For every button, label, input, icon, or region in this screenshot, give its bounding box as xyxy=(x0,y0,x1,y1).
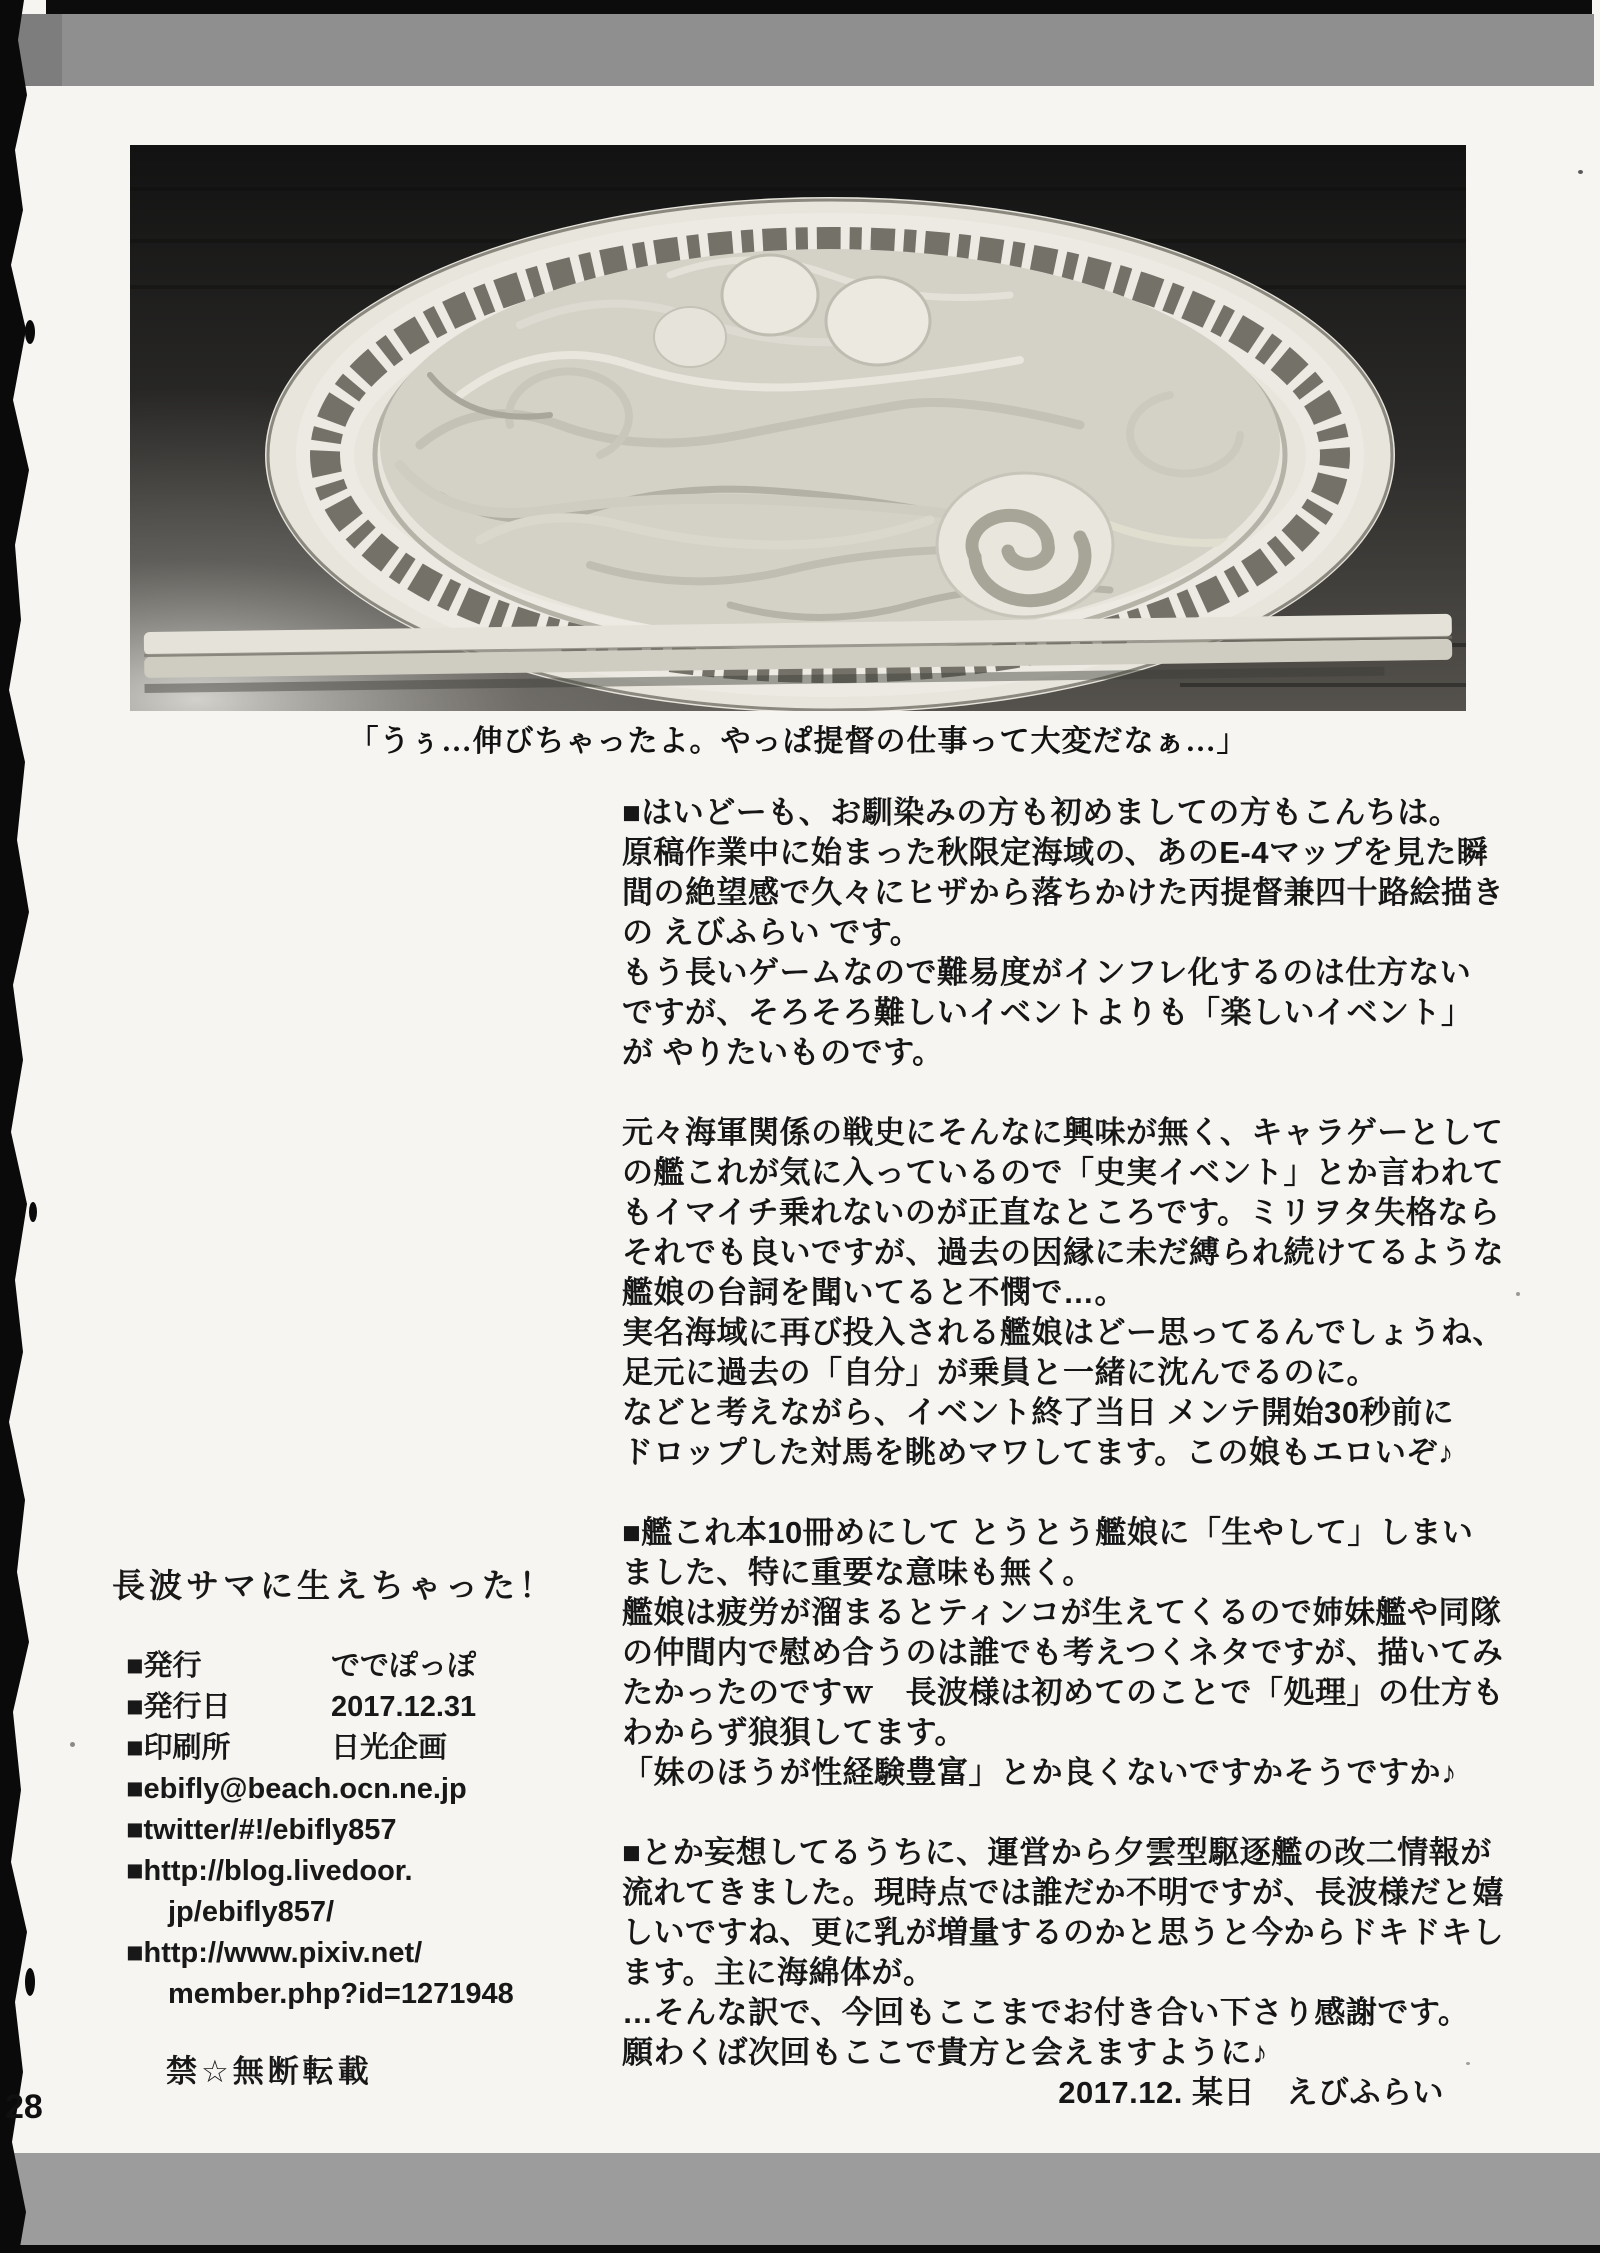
afterword-line: の えびふらい です。 xyxy=(622,915,922,950)
printer-label: ■印刷所 xyxy=(126,1732,231,1764)
publish-date-label: ■発行日 xyxy=(126,1691,231,1723)
afterword-paragraph-3 xyxy=(622,1513,1504,1793)
contact-blog-url-line2: jp/ebifly857/ xyxy=(168,1896,335,1928)
afterword-line: …そんな訳で、今回もここまでお付き合い下さり感謝です。 xyxy=(622,1995,1470,2030)
scan-speck xyxy=(1466,2062,1470,2065)
afterword-line: の仲間内で慰め合うのは誰でも考えつくネタですが、描いてみ xyxy=(622,1635,1504,1670)
afterword-line: 元々海軍関係の戦史にそんなに興味が無く、キャラゲーとして xyxy=(622,1115,1504,1150)
scan-top-black-bar xyxy=(46,0,1592,14)
afterword-line: たかったのですｗ 長波様は初めてのことで「処理」の仕方も xyxy=(622,1675,1504,1710)
afterword-line: ■とか妄想してるうちに、運営から夕雲型駆逐艦の改二情報が xyxy=(622,1835,1492,1870)
contact-pixiv-url-line2: member.php?id=1271948 xyxy=(168,1978,514,2010)
afterword-line: しいですね、更に乳が増量するのかと思うと今からドキドキし xyxy=(622,1915,1504,1950)
afterword-line: 流れてきました。現時点では誰だか不明ですが、長波様だと嬉 xyxy=(622,1875,1504,1910)
afterword-line: 原稿作業中に始まった秋限定海域の、あのE-4マップを見た瞬 xyxy=(622,835,1489,870)
afterword-paragraph-2 xyxy=(622,1113,1504,1473)
contact-twitter: ■twitter/#!/ebifly857 xyxy=(126,1814,397,1846)
afterword-line: 「妹のほうが性経験豊富」とか良くないですかそうですか♪ xyxy=(622,1755,1457,1790)
afterword-line: 艦娘は疲労が溜まるとティンコが生えてくるので姉妹艦や同隊 xyxy=(622,1595,1502,1630)
afterword-line: ■はいどーも、お馴染みの方も初めましての方もこんちは。 xyxy=(622,795,1461,830)
publisher-row xyxy=(126,1646,596,1687)
afterword-line: ■艦これ本10冊めにして とうとう艦娘に「生やして」しまい xyxy=(622,1515,1474,1550)
afterword-line: 願わくば次回もここで貴方と会えますように♪ xyxy=(622,2035,1268,2070)
afterword-line: 艦娘の台詞を聞いてると不憫で…。 xyxy=(622,1275,1126,1310)
afterword-line: それでも良いですが、過去の因縁に未だ縛られ続けてるような xyxy=(622,1235,1504,1270)
afterword-line: もイマイチ乗れないのが正直なところです。ミリヲタ失格なら xyxy=(622,1195,1501,1230)
afterword-line: ですが、そろそろ難しいイベントよりも「楽しいイベント」 xyxy=(622,995,1473,1030)
scan-bottom-gray-bar xyxy=(6,2153,1600,2245)
scan-speck xyxy=(1578,170,1583,174)
afterword-line: が やりたいものです。 xyxy=(622,1035,944,1070)
afterword-signature: 2017.12. 某日 えびふらい xyxy=(1058,2075,1444,2110)
scan-bottom-black-bar xyxy=(0,2245,1600,2253)
afterword-line: ました、特に重要な意味も無く。 xyxy=(622,1555,1094,1590)
afterword-line: 間の絶望感で久々にヒザから落ちかけた丙提督兼四十路絵描き xyxy=(622,875,1504,910)
publish-date-value: 2017.12.31 xyxy=(331,1691,477,1723)
photo-caption: 「うぅ…伸びちゃったよ。やっぱ提督の仕事って大変だなぁ…」 xyxy=(348,725,1248,758)
scan-speck xyxy=(1516,1292,1520,1296)
noodle-bowl-photo xyxy=(130,145,1466,711)
contact-email: ■ebifly@beach.ocn.ne.jp xyxy=(126,1773,467,1805)
afterword-line: などと考えながら、イベント終了当日 メンテ開始30秒前に xyxy=(622,1395,1455,1430)
torn-page-edge xyxy=(0,0,40,2253)
afterword-line: の艦これが気に入っているので「史実イベント」とか言われて xyxy=(622,1155,1504,1190)
afterword-line: 足元に過去の「自分」が乗員と一緒に沈んでるのに。 xyxy=(622,1355,1378,1390)
afterword-paragraph-4 xyxy=(622,1833,1504,2113)
contact-pixiv-url-line1: ■http://www.pixiv.net/ xyxy=(126,1937,423,1969)
afterword-paragraph-1 xyxy=(622,793,1504,1073)
publish-date-row xyxy=(126,1687,596,1728)
contact-blog-url-line1: ■http://blog.livedoor. xyxy=(126,1855,413,1887)
anti-repost-notice: 禁☆無断転載 xyxy=(166,2054,373,2089)
afterword-line: もう長いゲームなので難易度がインフレ化するのは仕方ない xyxy=(622,955,1472,990)
printer-value: 日光企画 xyxy=(331,1732,448,1764)
scan-top-gray-bar xyxy=(6,14,1594,86)
afterword-line: ます。主に海綿体が。 xyxy=(622,1955,935,1990)
page-number: 28 xyxy=(5,2088,43,2126)
afterword-line: 実名海域に再び投入される艦娘はどー思ってるんでしょうね、 xyxy=(622,1315,1504,1350)
afterword-line: ドロップした対馬を眺めマワしてます。この娘もエロいぞ♪ xyxy=(622,1435,1454,1470)
scan-speck xyxy=(70,1742,75,1747)
naruto-spiral xyxy=(937,473,1113,617)
publisher-label: ■発行 xyxy=(126,1650,202,1682)
noodle-photo-graphic xyxy=(130,145,1466,711)
colophon-block xyxy=(126,1646,596,2015)
publisher-value: ででぽっぽ xyxy=(331,1650,477,1682)
doujin-title: 長波サマに生えちゃった！ xyxy=(112,1567,556,1604)
afterword-line: わからず狼狽してます。 xyxy=(622,1715,967,1750)
printer-row xyxy=(126,1728,596,1769)
afterword-column xyxy=(622,793,1504,2153)
